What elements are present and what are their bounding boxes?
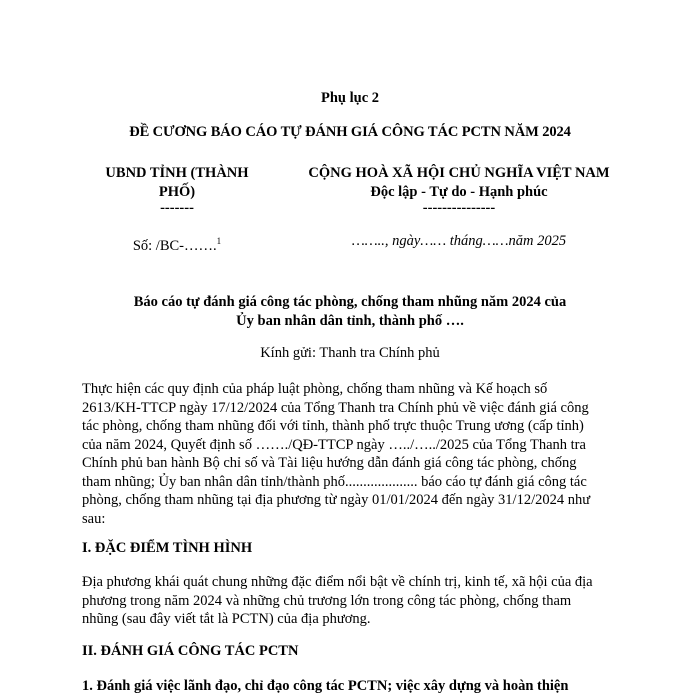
document-number-text: Số: /BC-…….: [132, 237, 217, 254]
agency-name-line-1: UBND TỈNH (THÀNH: [105, 165, 249, 181]
agency-name-line-2: PHỐ): [158, 184, 196, 200]
report-heading-line-2: Ủy ban nhân dân tỉnh, thành phố ….: [236, 313, 464, 329]
paragraph-line: Chính phủ ban hành Bộ chỉ số và Tài liệu hướng dẫn đánh giá công tác phòng, chống: [82, 455, 577, 471]
paragraph-line: tham nhũng; Ủy ban nhân dân tỉnh/thành phố.................... báo cáo tự đánh giá công tác: [82, 473, 587, 490]
paragraph-line: phòng, chống tham nhũng tại địa phương từ ngày 01/01/2024 đến ngày 31/12/2024 như: [82, 492, 591, 508]
agency-name: [82, 164, 272, 202]
state-name: CỘNG HOÀ XÃ HỘI CHỦ NGHĨA VIỆT NAM: [308, 165, 610, 181]
document-title: ĐỀ CƯƠNG BÁO CÁO TỰ ĐÁNH GIÁ CÔNG TÁC PCTN NĂM 2024: [129, 124, 571, 140]
paragraph-line: Địa phương khái quát chung những đặc điểm nổi bật về chính trị, kinh tế, xã hội của địa: [82, 574, 593, 590]
recipient-line: Kính gửi: Thanh tra Chính phủ: [260, 345, 440, 361]
section-2-heading: II. ĐÁNH GIÁ CÔNG TÁC PCTN: [82, 643, 299, 659]
state-motto: Độc lập - Tự do - Hạnh phúc: [370, 184, 548, 200]
intro-paragraph: [82, 380, 622, 528]
paragraph-line: 2613/KH-TTCP ngày 17/12/2024 của Tổng Thanh tra Chính phủ về việc đánh giá công: [82, 399, 589, 416]
paragraph-line: phương trong năm 2024 và những chủ trương lớn trong công tác phòng, chống tham: [82, 592, 572, 609]
subsection-1-heading: 1. Đánh giá việc lãnh đạo, chỉ đạo công tác PCTN; việc xây dựng và hoàn thiện: [82, 678, 569, 694]
state-divider: ---------------: [422, 200, 496, 216]
paragraph-line: tác phòng, chống tham nhũng đối với tỉnh, thành phố trực thuộc Trung ương (cấp tỉnh): [82, 418, 584, 434]
agency-divider: -------: [160, 200, 194, 216]
place-and-date: …….., ngày…… tháng……năm 2025: [351, 233, 567, 249]
document-number: [82, 232, 272, 256]
paragraph-line: nhũng (sau đây viết tắt là PCTN) của địa phương.: [82, 611, 371, 627]
paragraph-line: của năm 2024, Quyết định số ……./QĐ-TTCP ngày …../…../2025 của Tổng Thanh tra: [82, 436, 586, 453]
paragraph-line: sau:: [82, 510, 106, 527]
section-1-paragraph: [82, 573, 622, 629]
section-1-heading: I. ĐẶC ĐIỂM TÌNH HÌNH: [82, 540, 253, 556]
report-heading-line-1: Báo cáo tự đánh giá công tác phòng, chống tham nhũng năm 2024 của: [133, 294, 567, 310]
issuing-agency-block: [82, 164, 272, 256]
footnote-reference: 1: [216, 236, 222, 246]
national-header-block: [274, 164, 644, 251]
report-heading: [100, 293, 600, 331]
appendix-label: Phụ lục 2: [320, 90, 379, 106]
paragraph-line: Thực hiện các quy định của pháp luật phòng, chống tham nhũng và Kế hoạch số: [82, 381, 548, 397]
